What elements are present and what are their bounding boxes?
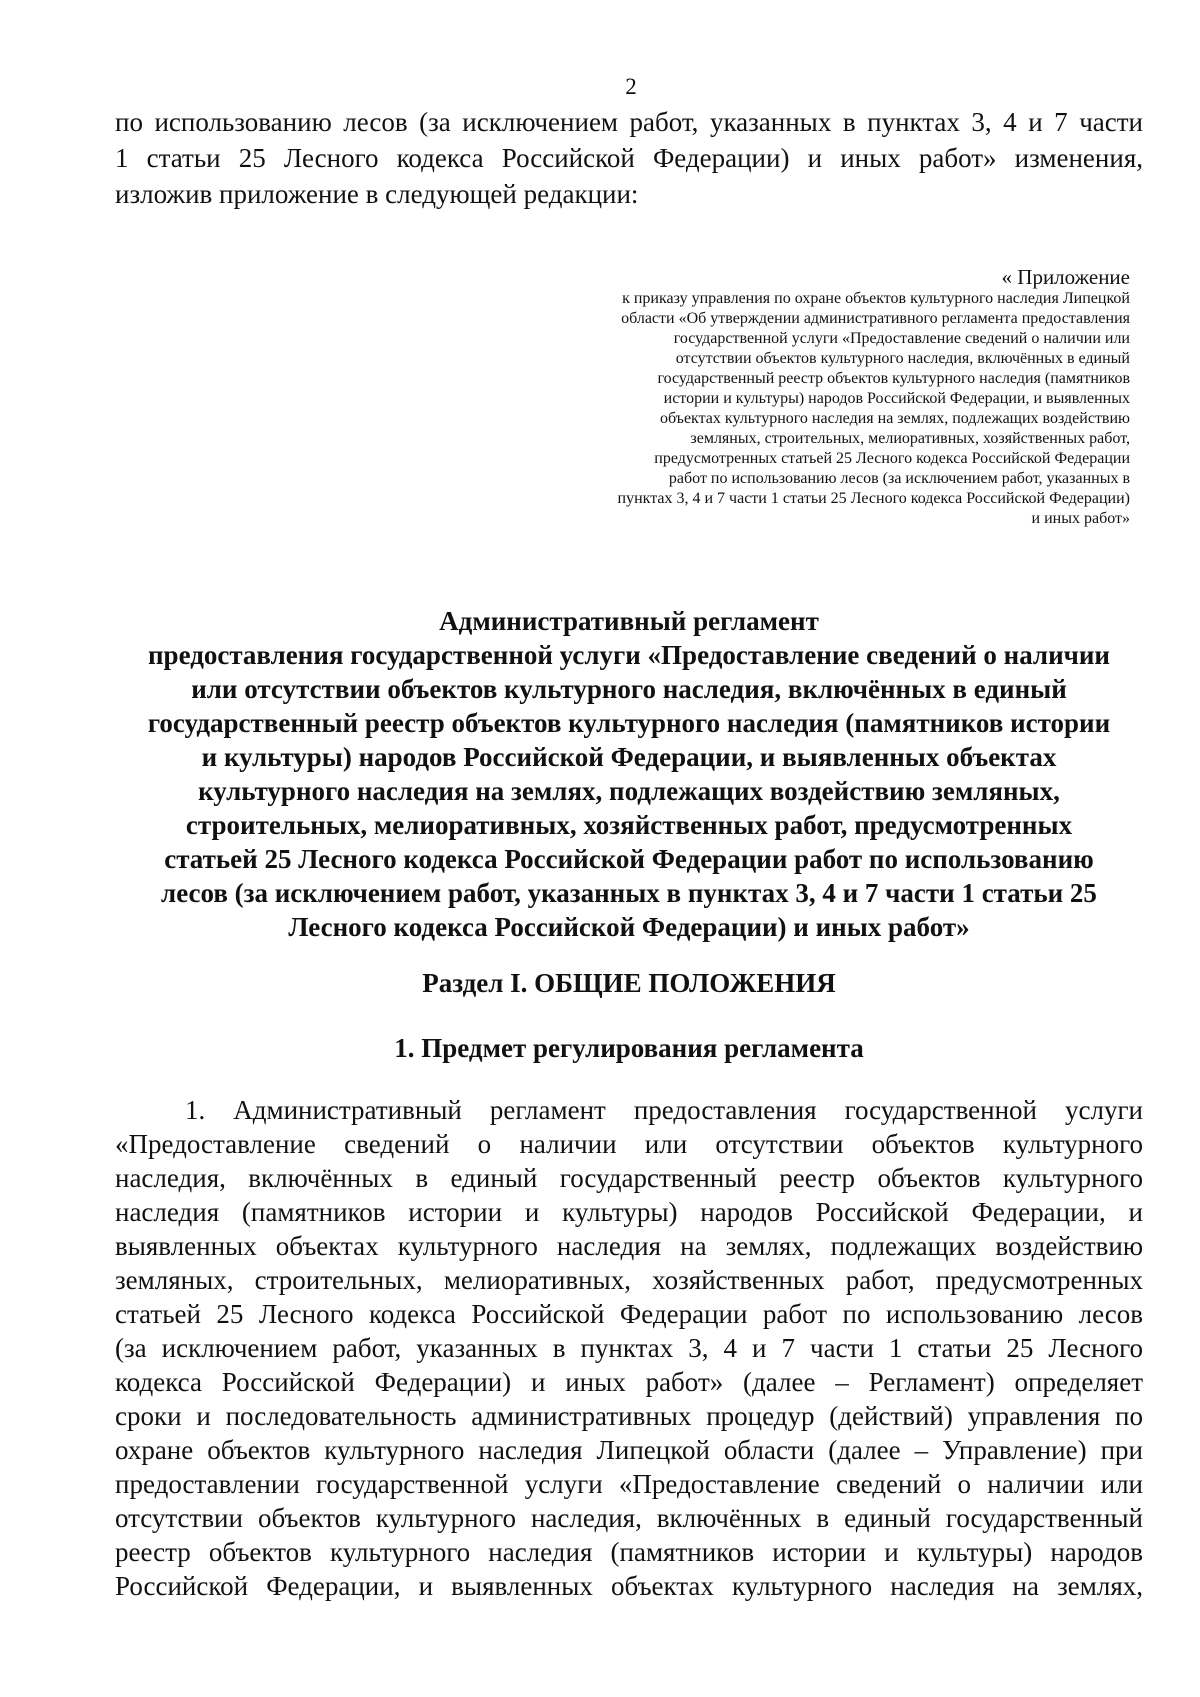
body-line: охране объектов культурного наследия Липецкой области (далее – Управление) при [115, 1435, 1143, 1465]
body-line: предоставлении государственной услуги «Предоставление сведений о наличии или [115, 1469, 1143, 1499]
body-line: земляных, строительных, мелиоративных, хозяйственных работ, предусмотренных [115, 1265, 1143, 1295]
body-line: кодекса Российской Федерации) и иных работ» (далее – Регламент) определяет [115, 1367, 1143, 1397]
title-line: Лесного кодекса Российской Федерации) и иных работ» [288, 912, 970, 942]
page-number: 2 [625, 74, 637, 99]
body-line: сроки и последовательность административных процедур (действий) управления по [115, 1401, 1143, 1431]
appendix-line: предусмотренных статьей 25 Лесного кодекса Российской Федерации [654, 450, 1130, 467]
subsection-heading: 1. Предмет регулирования регламента [394, 1033, 864, 1063]
section-heading: Раздел I. ОБЩИЕ ПОЛОЖЕНИЯ [422, 968, 836, 998]
appendix-line: пунктах 3, 4 и 7 части 1 статьи 25 Лесного кодекса Российской Федерации) [617, 490, 1130, 507]
body-line: реестр объектов культурного наследия (памятников истории и культуры) народов [115, 1537, 1143, 1567]
appendix-line: области «Об утверждении административного регламента предоставления [621, 310, 1130, 327]
appendix-heading: « Приложение [1001, 265, 1130, 289]
title-line: статьей 25 Лесного кодекса Российской Федерации работ по использованию [164, 844, 1094, 874]
body-line: Российской Федерации, и выявленных объектах культурного наследия на землях, [115, 1571, 1143, 1601]
appendix-line: к приказу управления по охране объектов культурного наследия Липецкой [622, 290, 1130, 307]
body-line: «Предоставление сведений о наличии или отсутствии объектов культурного [115, 1129, 1143, 1159]
body-line: выявленных объектах культурного наследия на землях, подлежащих воздействию [115, 1231, 1143, 1261]
title-line: строительных, мелиоративных, хозяйственных работ, предусмотренных [185, 810, 1073, 840]
title-line: Административный регламент [439, 606, 819, 636]
appendix-line: государственный реестр объектов культурного наследия (памятников [657, 370, 1130, 387]
appendix-line: государственной услуги «Предоставление сведений о наличии или [673, 330, 1130, 347]
title-line: или отсутствии объектов культурного наследия, включённых в единый [191, 674, 1067, 704]
appendix-line: объектах культурного наследия на землях, подлежащих воздействию [659, 410, 1130, 427]
body-line: 1. Административный регламент предоставления государственной услуги [185, 1095, 1143, 1125]
title-line: предоставления государственной услуги «Предоставление сведений о наличии [148, 640, 1110, 670]
title-line: и культуры) народов Российской Федерации, и выявленных объектах [201, 742, 1057, 772]
body-paragraph [115, 1093, 1143, 1603]
body-line: отсутствии объектов культурного наследия, включённых в единый государственный [115, 1503, 1143, 1533]
body-line: (за исключением работ, указанных в пунктах 3, 4 и 7 части 1 статьи 25 Лесного [115, 1333, 1143, 1363]
title-line: государственный реестр объектов культурного наследия (памятников истории [147, 708, 1111, 738]
appendix-line: отсутствии объектов культурного наследия, включённых в единый [675, 350, 1130, 367]
title-line: лесов (за исключением работ, указанных в пунктах 3, 4 и 7 части 1 статьи 25 [161, 878, 1097, 908]
document-title [115, 604, 1143, 944]
intro-paragraph [115, 104, 1143, 212]
body-line: наследия (памятников истории и культуры) народов Российской Федерации, и [115, 1197, 1143, 1227]
appendix-line: и иных работ» [1031, 510, 1130, 527]
appendix-line: истории и культуры) народов Российской Федерации, и выявленных [663, 390, 1130, 407]
body-line: статьей 25 Лесного кодекса Российской Федерации работ по использованию лесов [115, 1299, 1143, 1329]
body-line: наследия, включённых в единый государственный реестр объектов культурного [115, 1163, 1143, 1193]
title-line: культурного наследия на землях, подлежащих воздействию земляных, [198, 776, 1060, 806]
intro-line: 1 статьи 25 Лесного кодекса Российской Федерации) и иных работ» изменения, [115, 143, 1143, 173]
intro-line: изложив приложение в следующей редакции: [115, 179, 639, 209]
appendix-block [490, 265, 1130, 529]
intro-line: по использованию лесов (за исключением работ, указанных в пунктах 3, 4 и 7 части [115, 107, 1143, 137]
appendix-line: работ по использованию лесов (за исключением работ, указанных в [668, 470, 1130, 487]
appendix-line: земляных, строительных, мелиоративных, хозяйственных работ, [690, 430, 1130, 447]
